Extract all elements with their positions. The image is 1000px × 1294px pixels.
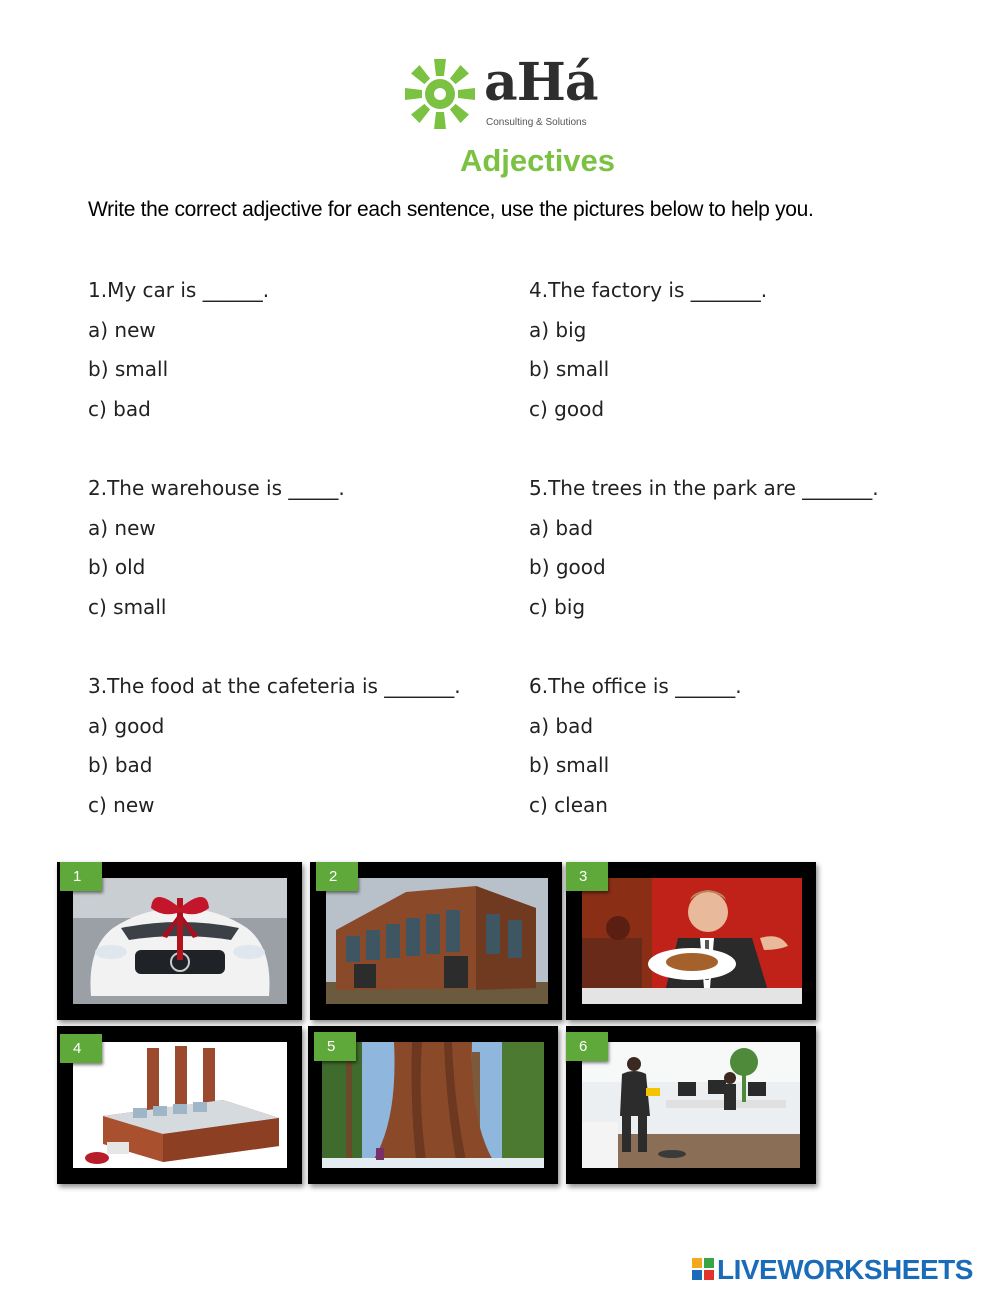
picture-6 bbox=[566, 1026, 816, 1184]
option-a[interactable]: a) good bbox=[88, 713, 165, 738]
option-b[interactable]: b) good bbox=[529, 555, 606, 580]
picture-number-badge: 6 bbox=[566, 1032, 608, 1061]
question-prompt: 1.My car is ______. bbox=[88, 278, 270, 302]
option-a[interactable]: a) bad bbox=[529, 713, 594, 738]
option-c[interactable]: c) new bbox=[88, 793, 155, 818]
picture-4 bbox=[57, 1026, 302, 1184]
brand-tagline: Consulting & Solutions bbox=[486, 117, 587, 128]
factory-photo-icon bbox=[73, 1042, 287, 1168]
option-c[interactable]: c) good bbox=[529, 397, 605, 422]
option-b[interactable]: b) small bbox=[529, 357, 610, 382]
option-c[interactable]: c) clean bbox=[529, 793, 608, 818]
option-c[interactable]: c) small bbox=[88, 595, 167, 620]
instructions: Write the correct adjective for each sentence, use the pictures below to help you. bbox=[88, 198, 814, 221]
option-a[interactable]: a) new bbox=[88, 515, 156, 540]
car-photo-icon bbox=[73, 878, 287, 1004]
picture-number-badge: 2 bbox=[316, 862, 358, 891]
question-4 bbox=[529, 271, 767, 430]
option-a[interactable]: a) bad bbox=[529, 515, 594, 540]
option-c[interactable]: c) big bbox=[529, 595, 586, 620]
question-2 bbox=[88, 469, 345, 628]
brand-logo bbox=[402, 52, 602, 132]
picture-1 bbox=[57, 862, 302, 1020]
question-prompt: 2.The warehouse is _____. bbox=[88, 476, 345, 500]
picture-number-badge: 1 bbox=[60, 862, 102, 891]
option-a[interactable]: a) new bbox=[88, 317, 156, 342]
option-b[interactable]: b) old bbox=[88, 555, 146, 580]
option-b[interactable]: b) small bbox=[88, 357, 169, 382]
question-prompt: 5.The trees in the park are _______. bbox=[529, 476, 879, 500]
picture-3 bbox=[566, 862, 816, 1020]
option-b[interactable]: b) bad bbox=[88, 753, 153, 778]
picture-number-badge: 4 bbox=[60, 1034, 102, 1063]
option-b[interactable]: b) small bbox=[529, 753, 610, 778]
question-prompt: 4.The factory is _______. bbox=[529, 278, 768, 302]
office-cleaning-photo-icon bbox=[582, 1042, 800, 1168]
question-3 bbox=[88, 667, 461, 826]
picture-2 bbox=[310, 862, 562, 1020]
worksheet-title: Adjectives bbox=[459, 143, 616, 178]
picture-5 bbox=[308, 1026, 558, 1184]
picture-number-badge: 3 bbox=[566, 862, 608, 891]
question-prompt: 6.The office is ______. bbox=[529, 674, 742, 698]
warehouse-photo-icon bbox=[326, 878, 548, 1004]
liveworksheets-mark-icon bbox=[692, 1258, 715, 1280]
brand-name: aHá bbox=[484, 52, 598, 113]
picture-number-badge: 5 bbox=[314, 1032, 356, 1061]
cafeteria-food-photo-icon bbox=[582, 878, 802, 1004]
question-prompt: 3.The food at the cafeteria is _______. bbox=[88, 674, 461, 698]
question-5 bbox=[529, 469, 879, 628]
question-6 bbox=[529, 667, 742, 826]
gear-star-logo-icon bbox=[402, 56, 478, 132]
option-a[interactable]: a) big bbox=[529, 317, 587, 342]
option-c[interactable]: c) bad bbox=[88, 397, 151, 422]
question-1 bbox=[88, 271, 269, 430]
liveworksheets-text: LIVEWORKSHEETS bbox=[717, 1254, 973, 1285]
